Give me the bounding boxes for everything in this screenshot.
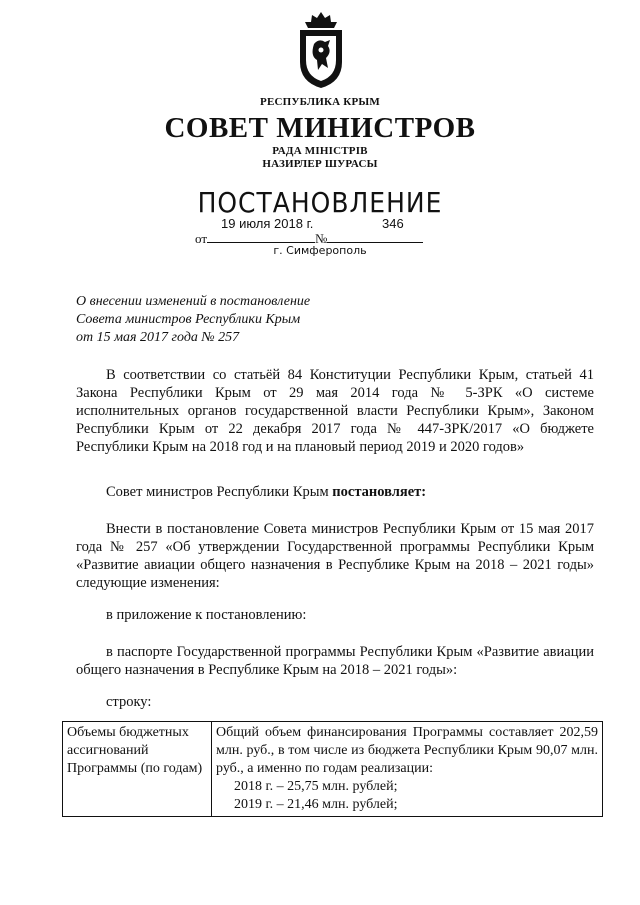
paragraph-row: строку:	[106, 694, 152, 710]
number-label: №	[315, 231, 328, 246]
resolves-lead: Совет министров Республики Крым	[106, 484, 333, 500]
document-number: 346	[382, 216, 404, 231]
coat-of-arms-icon	[292, 10, 350, 90]
subject-line: Совета министров Республики Крым	[76, 312, 301, 327]
resolves-keyword: постановляет:	[332, 484, 427, 500]
council-title-ua: РАДА МІНІСТРІВ	[272, 145, 368, 157]
city: г. Симферополь	[273, 244, 367, 257]
from-label: от	[195, 231, 208, 246]
paragraph-legal-basis: В соответствии со статьёй 84 Конституции Республики Крым, статьей 41 Закона Республики Крым от 29 мая 2014 года № 5-ЗРК «О системе исполнительных органов государственной власти Республики Крым», Законом Республики Крым от 22 декабря 2017 года № 447-ЗРК/2017 «О бюджете Республики Крым на 2018 год и на плановый период 2019 и 2020 годов»	[76, 367, 594, 455]
council-title-crt: НАЗИРЛЕР ШУРАСЫ	[262, 158, 378, 170]
republic-title: РЕСПУБЛИКА КРЫМ	[260, 96, 380, 108]
paragraph-resolves	[76, 483, 594, 501]
council-title: СОВЕТ МИНИСТРОВ	[164, 112, 476, 144]
subject-line: О внесении изменений в постановление	[76, 294, 311, 309]
paragraph-passport: в паспорте Государственной программы Республики Крым «Развитие авиации общего назначения в Республике Крым на 2018 – 2021 годы»:	[76, 644, 594, 678]
passport-table	[62, 721, 603, 817]
document-date: 19 июля 2018 г.	[221, 216, 314, 231]
subject-block	[76, 293, 310, 347]
financing-text: Общий объем финансирования Программы составляет 202,59 млн. руб., в том числе из бюджета Республики Крым 90,07 млн. руб., а именно по годам реализации:	[216, 725, 598, 776]
document-type: ПОСТАНОВЛЕНИЕ	[197, 186, 443, 219]
list-item: 2019 г. – 21,46 млн. рублей;	[234, 797, 398, 812]
paragraph-appendix: в приложение к постановлению:	[106, 607, 307, 623]
list-item: 2018 г. – 25,75 млн. рублей;	[234, 779, 398, 794]
row-value-cell	[212, 722, 603, 817]
subject-line: от 15 мая 2017 года № 257	[76, 330, 240, 345]
paragraph-amend: Внести в постановление Совета министров Республики Крым от 15 мая 2017 года № 257 «Об утверждении Государственной программы Республики Крым «Развитие авиации общего назначения в Республике Крым на 2018 – 2021 годы» следующие изменения:	[76, 521, 594, 591]
row-label-cell: Объемы бюджетных ассигнований Программы (по годам)	[63, 722, 212, 817]
table-row	[63, 722, 603, 817]
